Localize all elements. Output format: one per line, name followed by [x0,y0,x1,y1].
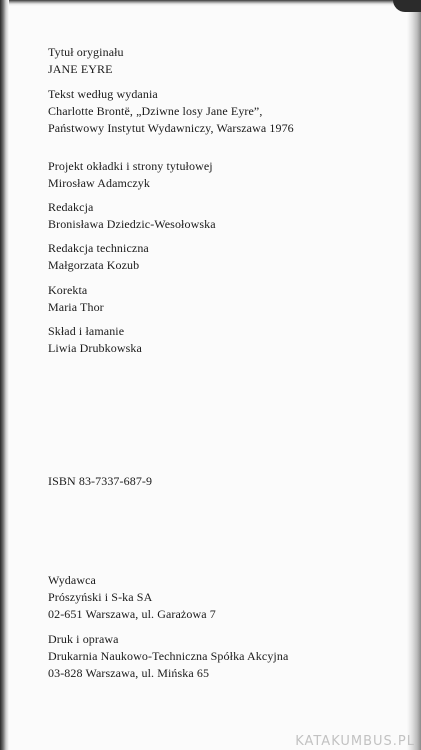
publisher-name: Prószyński i S-ka SA [48,590,153,604]
printing-section [48,631,288,682]
watermark-text: KATAKUMBUS.PL [295,734,415,749]
publisher-section [48,572,216,623]
original-title-section [48,44,124,78]
editing-section [48,199,216,233]
isbn-number: ISBN 83-7337-687-9 [48,474,153,488]
isbn-section [48,473,152,490]
printing-name: Drukarnia Naukowo-Techniczna Spółka Akcyjna [48,649,289,663]
typesetting-value: Liwia Drubkowska [48,341,142,355]
cover-design-section [48,158,213,192]
printing-address: 03-828 Warszawa, ul. Mińska 65 [48,666,210,680]
editing-value: Bronisława Dziedzic-Wesołowska [48,217,216,231]
cover-design-label: Projekt okładki i strony tytułowej [48,159,213,173]
text-source-section [48,86,294,137]
text-source-label: Tekst według wydania [48,87,158,101]
cover-design-value: Mirosław Adamczyk [48,176,151,190]
typesetting-label: Skład i łamanie [48,324,125,338]
technical-editing-value: Małgorzata Kozub [48,258,140,272]
printing-label: Druk i oprawa [48,632,119,646]
proofreading-label: Korekta [48,283,88,297]
proofreading-section [48,282,104,316]
editing-label: Redakcja [48,200,94,214]
page-corner-shadow [393,0,421,12]
typesetting-section [48,323,142,357]
text-source-line-2: Państwowy Instytut Wydawniczy, Warszawa 1976 [48,121,294,135]
text-source-line-1: Charlotte Brontë, „Dziwne losy Jane Eyre”, [48,104,263,118]
technical-editing-label: Redakcja techniczna [48,241,149,255]
page-top-edge-shadow [0,0,421,6]
proofreading-value: Maria Thor [48,300,104,314]
page-right-edge-shadow [407,0,421,750]
page-left-edge-shadow [0,0,9,750]
original-title-value: JANE EYRE [48,62,113,76]
original-title-label: Tytuł oryginału [48,45,124,59]
technical-editing-section [48,240,149,274]
publisher-label: Wydawca [48,573,96,587]
publisher-address: 02-651 Warszawa, ul. Garażowa 7 [48,607,216,621]
